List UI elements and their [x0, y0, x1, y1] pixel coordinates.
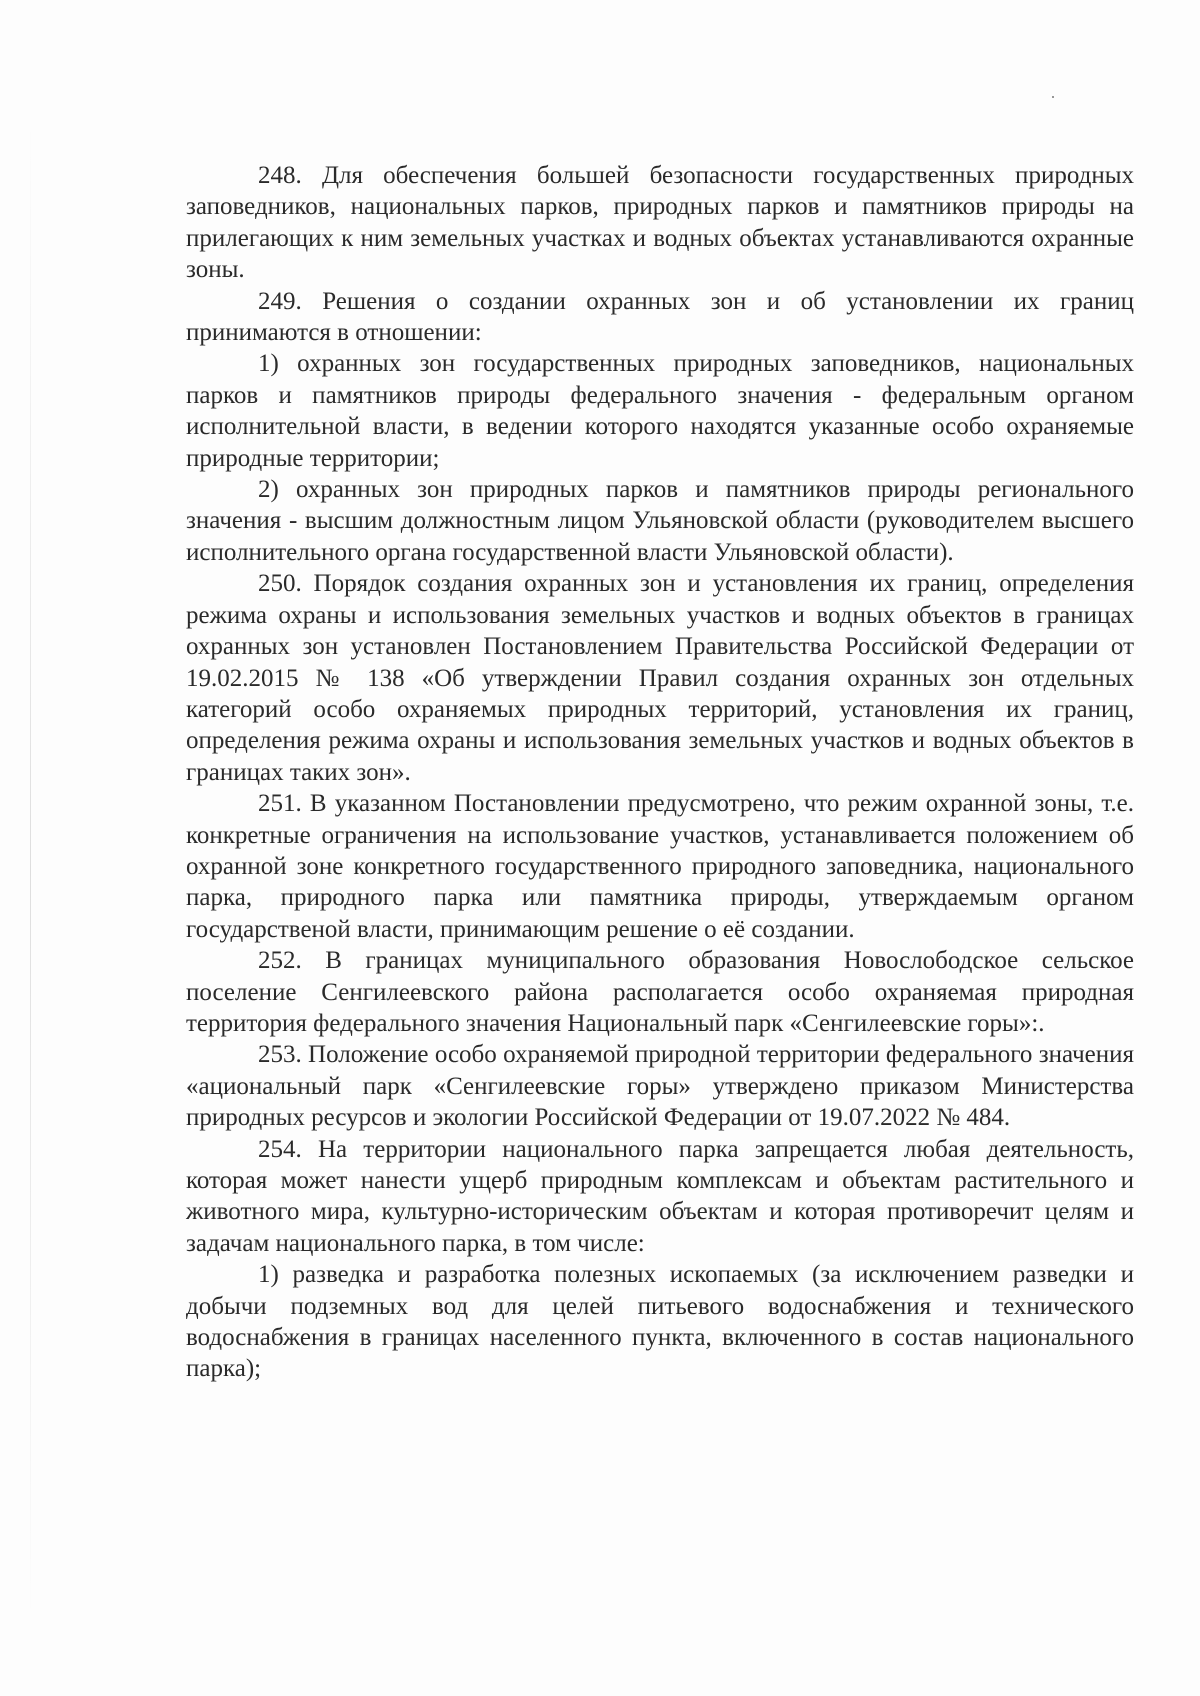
paragraph-249: 249. Решения о создании охранных зон и об установлении их границ принимаются в отношении:	[186, 287, 1134, 347]
paragraph-254-item-1: 1) разведка и разработка полезных ископаемых (за исключением разведки и добычи подземных вод для целей питьевого водоснабжения и технического водоснабжения в границах населенного пункта, включенного в состав национального парка);	[186, 1261, 1134, 1383]
paragraph-248: 248. Для обеспечения большей безопасности государственных природных заповедников, национальных парков, природных парков и памятников природы на прилегающих к ним земельных участках и водных объектах устанавливаются охранные зоны.	[186, 162, 1134, 284]
paragraph-253: 253. Положение особо охраняемой природной территории федерального значения «ациональный парк «Сенгилеевские горы» утверждено приказом Министерства природных ресурсов и экологии Российской Федерации от 19.07.2022 № 484.	[186, 1041, 1134, 1132]
paragraph-251: 251. В указанном Постановлении предусмотрено, что режим охранной зоны, т.е. конкретные ограничения на использование участков, устанавливается положением об охранной зоне конкретного государственного природного заповедника, национального парка, природного парка или памятника природы, утверждаемым органом государственой власти, принимающим решение о её создании.	[186, 790, 1134, 943]
paragraph-250: 250. Порядок создания охранных зон и установления их границ, определения режима охраны и использования земельных участков и водных объектов в границах охранных зон установлен Постановлением Правительства Российской Федерации от 19.02.2015 № 138 «Об утверждении Правил создания охранных зон отдельных категорий особо охраняемых природных территорий, установления их границ, определения режима охраны и использования земельных участков и водных объектов в границах таких зон».	[186, 570, 1134, 786]
paragraph-249-item-1: 1) охранных зон государственных природных заповедников, национальных парков и памятников природы федерального значения - федеральным органом исполнительной власти, в ведении которого находятся указанные особо охраняемые природные территории;	[186, 350, 1134, 472]
paragraph-252: 252. В границах муниципального образования Новослободское сельское поселение Сенгилеевского района располагается особо охраняемая природная территория федерального значения Национальный парк «Сенгилеевские горы»:.	[186, 947, 1134, 1037]
document-body	[186, 160, 1134, 1385]
paragraph-249-item-2: 2) охранных зон природных парков и памятников природы регионального значения - высшим должностным лицом Ульяновской области (руководителем высшего исполнительного органа государственной власти Ульяновской области).	[186, 476, 1134, 566]
scan-edge-shadow	[30, 120, 31, 1620]
paragraph-254: 254. На территории национального парка запрещается любая деятельность, которая может нанести ущерб природным комплексам и объектам растительного и животного мира, культурно-историческим объектам и которая противоречит целям и задачам национального парка, в том числе:	[186, 1135, 1134, 1257]
scan-speck	[1052, 96, 1054, 98]
